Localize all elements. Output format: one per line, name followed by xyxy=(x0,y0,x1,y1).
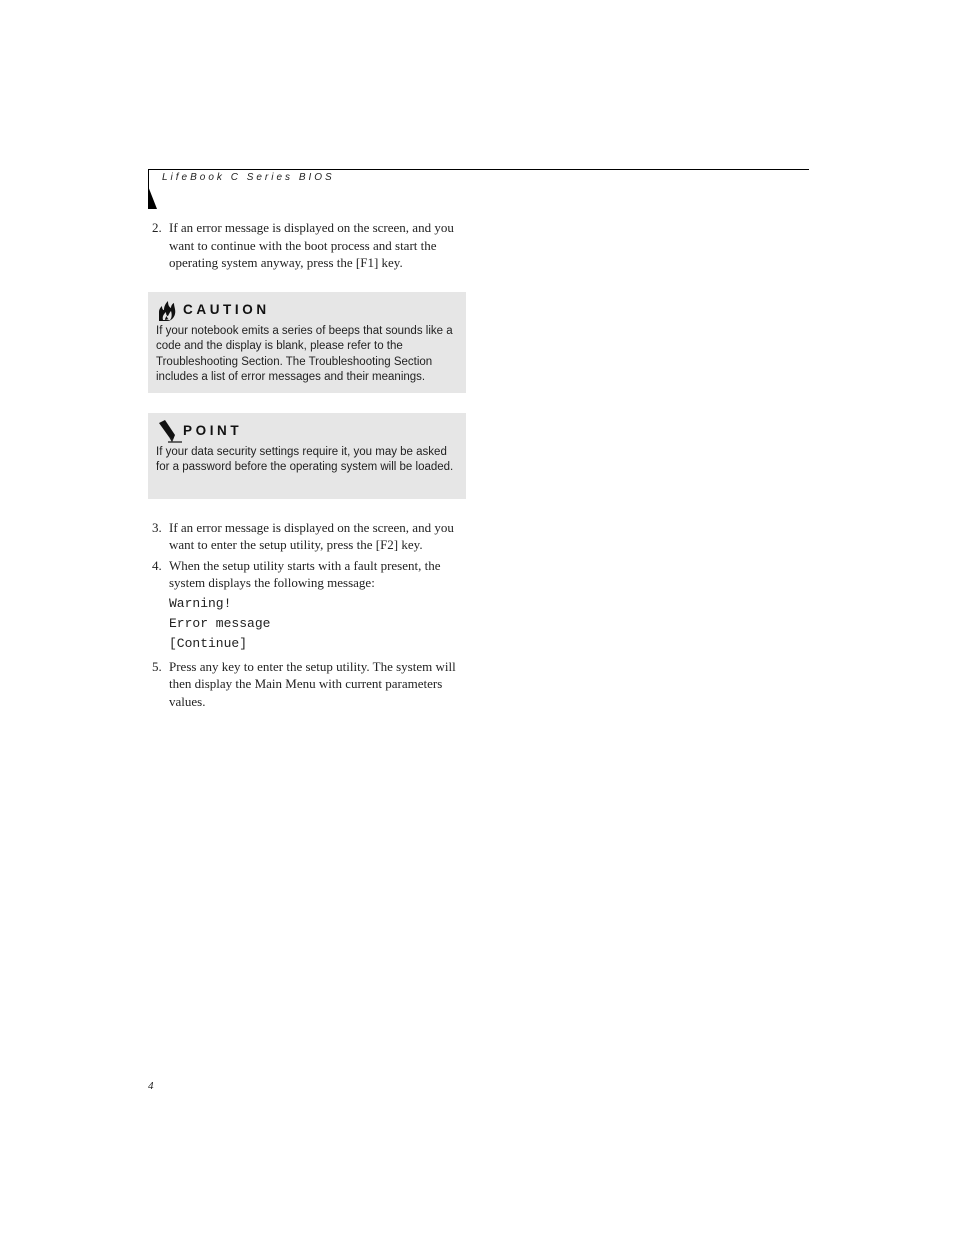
list-item xyxy=(148,519,466,554)
list-item-text: If an error message is displayed on the screen, and you want to continue with the boot process and start the operating system anyway, press the [F1] key. xyxy=(169,220,454,270)
list-item-number: 4. xyxy=(152,557,162,573)
running-head: LifeBook C Series BIOS xyxy=(162,172,335,183)
caution-box xyxy=(148,292,466,393)
list-item xyxy=(148,219,466,272)
code-line: Warning! xyxy=(169,595,232,611)
list-item xyxy=(148,658,466,711)
pencil-point-icon xyxy=(156,419,178,443)
code-message xyxy=(169,594,466,654)
list-item-text: If an error message is displayed on the screen, and you want to enter the setup utility, press the [F2] key. xyxy=(169,519,454,552)
list-item-number: 2. xyxy=(152,220,162,235)
point-body: If your data security settings require it, you may be asked for a password before the operating system will be loaded. xyxy=(156,445,454,474)
caution-body: If your notebook emits a series of beeps that sounds like a code and the display is blank, please refer to the Troubleshooting Section. The Troubleshooting Section includes a list of error messages and their meanings. xyxy=(156,324,453,384)
flame-hand-icon xyxy=(156,298,178,322)
point-title-row xyxy=(156,419,457,443)
code-line: [Continue] xyxy=(169,635,248,651)
header-corner-marker xyxy=(148,186,157,209)
list-item-text: Press any key to enter the setup utility. The system will then display the Main Menu with current parameters values. xyxy=(169,658,456,709)
point-box xyxy=(148,413,466,499)
main-column xyxy=(148,219,466,710)
list-item-number: 3. xyxy=(152,519,162,535)
list-item-number: 5. xyxy=(152,658,162,674)
code-line: Error message xyxy=(169,615,271,631)
list-item-text: When the setup utility starts with a fault present, the system displays the following message: xyxy=(169,557,441,590)
page-number: 4 xyxy=(148,1080,154,1092)
step-list xyxy=(148,519,466,711)
header-rule xyxy=(148,169,809,170)
caution-title-row xyxy=(156,298,457,322)
caution-title: CAUTION xyxy=(183,301,270,317)
list-item xyxy=(148,557,466,654)
point-title: POINT xyxy=(183,422,243,438)
